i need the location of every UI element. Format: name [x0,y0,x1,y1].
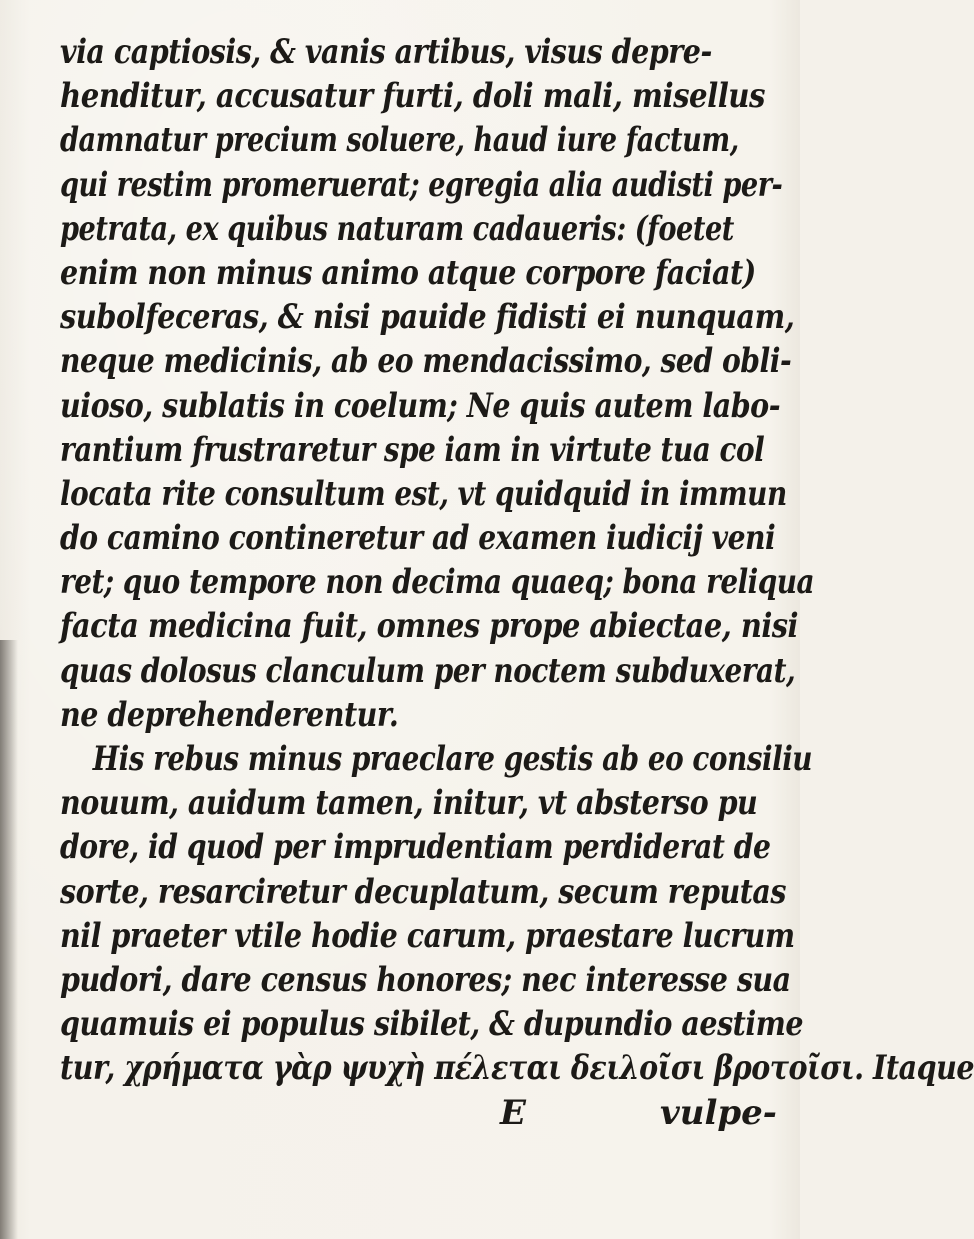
text-line-21: nil praeter vtile hodie carum, praestare lucrum [60,915,795,956]
text-line-14: facta medicina fuit, omnes prope abiectae, nisi [60,606,799,647]
text-line-8: neque medicinis, ab eo mendacissimo, sed obli- [60,341,792,382]
text-line-7: subolfeceras, & nisi pauide fidisti ei nunquam, [60,297,795,338]
catchword: vulpe- [660,1092,777,1133]
text-line-23: quamuis ei populus sibilet, & dupundio aestime [60,1004,804,1045]
text-line-1: via captiosis, & vanis artibus, visus depre- [60,32,712,72]
text-line-24: tur, χρήματα γὰρ ψυχὴ πέλεται δειλοῖσι βροτοῖσι. Itaque [60,1048,974,1089]
text-line-20: sorte, resarciretur decuplatum, secum reputas [60,871,786,912]
text-line-18: nouum, auidum tamen, initur, vt absterso pu [60,783,758,824]
text-line-16: ne deprehenderentur. [60,694,399,735]
text-line-4: qui restim promeruerat; egregia alia audisti per- [60,164,783,205]
page-footer-row [60,1091,777,1135]
text-line-2: henditur, accusatur furti, doli mali, misellus [60,76,765,117]
latin-text-block [60,30,974,1135]
text-line-19: dore, id quod per imprudentiam perdiderat de [60,827,771,868]
text-line-3: damnatur precium soluere, haud iure factum, [60,120,739,161]
text-line-10: rantium frustraretur spe iam in virtute tua col [60,429,765,470]
text-line-22: pudori, dare census honores; nec interesse sua [60,959,791,1000]
text-line-17: His rebus minus praeclare gestis ab eo consiliu [92,739,813,779]
signature-mark: E [500,1092,526,1133]
text-line-9: uioso, sublatis in coelum; Ne quis autem labo- [60,385,781,426]
text-line-5: petrata, ex quibus naturam cadaueris: (foetet [60,208,734,249]
text-line-13: ret; quo tempore non decima quaeq; bona reliqua [60,562,815,603]
text-line-11: locata rite consultum est, vt quidquid in immun [60,473,787,514]
binding-shadow [0,640,18,1239]
text-line-12: do camino contineretur ad examen iudicij veni [60,518,776,559]
text-line-15: quas dolosus clanculum per noctem subduxerat, [60,650,796,691]
text-line-6: enim non minus animo atque corpore faciat) [60,252,756,293]
